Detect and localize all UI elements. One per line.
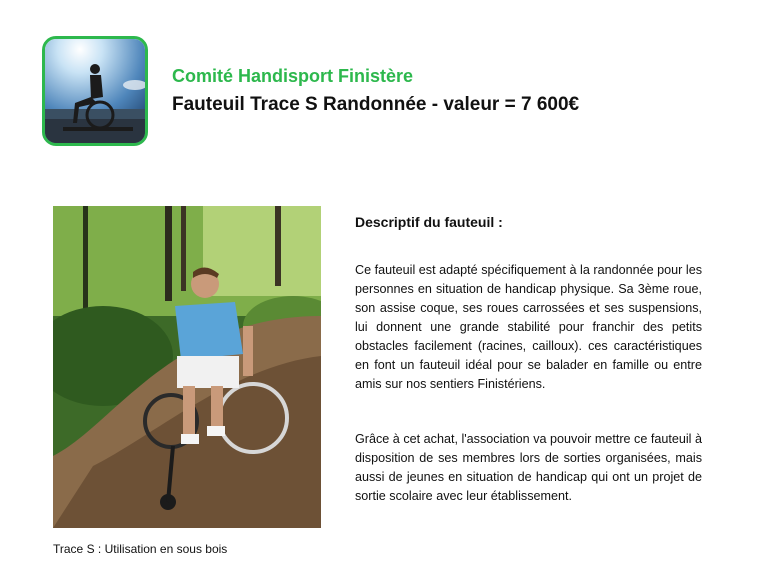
wheelchair-hiking-photo-icon	[53, 206, 321, 528]
description-paragraph-2: Grâce à cet achat, l'association va pouvoir mettre ce fauteuil à disposition de ses membres lors de sorties organisées, mais aussi de jeunes en situation de handicap qui ont un projet de sortie scolaire avec leur établissement.	[355, 432, 702, 503]
description-paragraph-1: Ce fauteuil est adapté spécifiquement à la randonnée pour les personnes en situation de handicap physique. Sa 3ème roue, son assise coque, ses roues carrossées et ses suspensions, lui donnent une grande stabilité pour franchir des petits obstacles facilement (racines, cailloux). ces caractéristiques en font un fauteuil idéal pour se balader en famille ou entre amis sur nos sentiers Finistériens.	[355, 263, 702, 391]
organization-name: Comité Handisport Finistère	[172, 66, 414, 86]
photo-caption: Trace S : Utilisation en sous bois	[53, 542, 228, 556]
page-title: Fauteuil Trace S Randonnée - valeur = 7 600€	[172, 94, 580, 115]
wheelchair-silhouette-logo-icon	[42, 36, 148, 146]
description-heading: Descriptif du fauteuil :	[355, 214, 503, 230]
